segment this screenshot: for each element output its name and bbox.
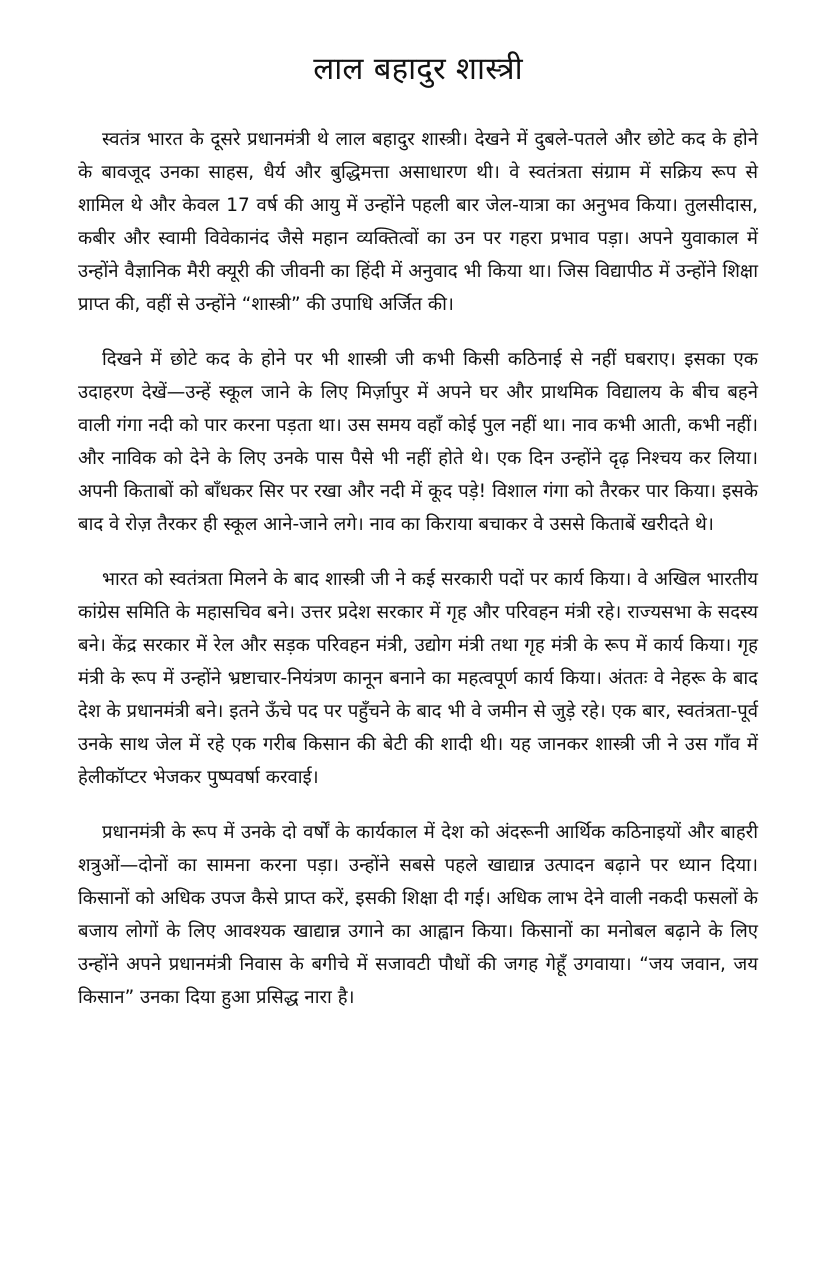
page-title: लाल बहादुर शास्त्री xyxy=(313,51,523,87)
paragraph-3: भारत को स्वतंत्रता मिलने के बाद शास्त्री जी ने कई सरकारी पदों पर कार्य किया। वे अखिल भारतीय कांग्रेस समिति के महासचिव बने। उत्तर प्रदेश सरकार में गृह और परिवहन मंत्री रहे। राज्यसभा के सदस्य बने। केंद्र सरकार में रेल और सड़क परिवहन मंत्री, उद्योग मंत्री तथा गृह मंत्री के रूप में कार्य किया। गृह मंत्री के रूप में उन्होंने भ्रष्टाचार-नियंत्रण कानून बनाने का महत्वपूर्ण कार्य किया। अंततः वे नेहरू के बाद देश के प्रधानमंत्री बने। इतने ऊँचे पद पर पहुँचने के बाद भी वे जमीन से जुड़े रहे। एक बार, स्वतंत्रता-पूर्व उनके साथ जेल में रहे एक गरीब किसान की बेटी की शादी थी। यह जानकर शास्त्री जी ने उस गाँव में हेलीकॉप्टर भेजकर पुष्पवर्षा करवाई। xyxy=(78,568,758,788)
paragraph-2: दिखने में छोटे कद के होने पर भी शास्त्री जी कभी किसी कठिनाई से नहीं घबराए। इसका एक उदाहरण देखें—उन्हें स्कूल जाने के लिए मिर्ज़ापुर में अपने घर और प्राथमिक विद्यालय के बीच बहने वाली गंगा नदी को पार करना पड़ता था। उस समय वहाँ कोई पुल नहीं था। नाव कभी आती, कभी नहीं। और नाविक को देने के लिए उनके पास पैसे भी नहीं होते थे। एक दिन उन्होंने दृढ़ निश्चय कर लिया। अपनी किताबों को बाँधकर सिर पर रखा और नदी में कूद पड़े! विशाल गंगा को तैरकर पार किया। इसके बाद वे रोज़ तैरकर ही स्कूल आने-जाने लगे। नाव का किराया बचाकर वे उससे किताबें खरीदते थे। xyxy=(78,348,758,535)
paragraph-4: प्रधानमंत्री के रूप में उनके दो वर्षों के कार्यकाल में देश को अंदरूनी आर्थिक कठिनाइयों और बाहरी शत्रुओं—दोनों का सामना करना पड़ा। उन्होंने सबसे पहले खाद्यान्न उत्पादन बढ़ाने पर ध्यान दिया। किसानों को अधिक उपज कैसे प्राप्त करें, इसकी शिक्षा दी गई। अधिक लाभ देने वाली नकदी फसलों के बजाय लोगों के लिए आवश्यक खाद्यान्न उगाने का आह्वान किया। किसानों का मनोबल बढ़ाने के लिए उन्होंने अपने प्रधानमंत्री निवास के बगीचे में सजावटी पौधों की जगह गेहूँ उगवाया। “जय जवान, जय किसान” उनका दिया हुआ प्रसिद्ध नारा है। xyxy=(78,821,758,1008)
paragraph-1: स्वतंत्र भारत के दूसरे प्रधानमंत्री थे लाल बहादुर शास्त्री। देखने में दुबले-पतले और छोटे कद के होने के बावजूद उनका साहस, धैर्य और बुद्धिमत्ता असाधारण थी। वे स्वतंत्रता संग्राम में सक्रिय रूप से शामिल थे और केवल 17 वर्ष की आयु में उन्होंने पहली बार जेल-यात्रा का अनुभव किया। तुलसीदास, कबीर और स्वामी विवेकानंद जैसे महान व्यक्तित्वों का उन पर गहरा प्रभाव पड़ा। अपने युवाकाल में उन्होंने वैज्ञानिक मैरी क्यूरी की जीवनी का हिंदी में अनुवाद भी किया था। जिस विद्यापीठ में उन्होंने शिक्षा प्राप्त की, वहीं से उन्होंने “शास्त्री” की उपाधि अर्जित की। xyxy=(78,128,758,315)
document-page xyxy=(78,50,758,1036)
